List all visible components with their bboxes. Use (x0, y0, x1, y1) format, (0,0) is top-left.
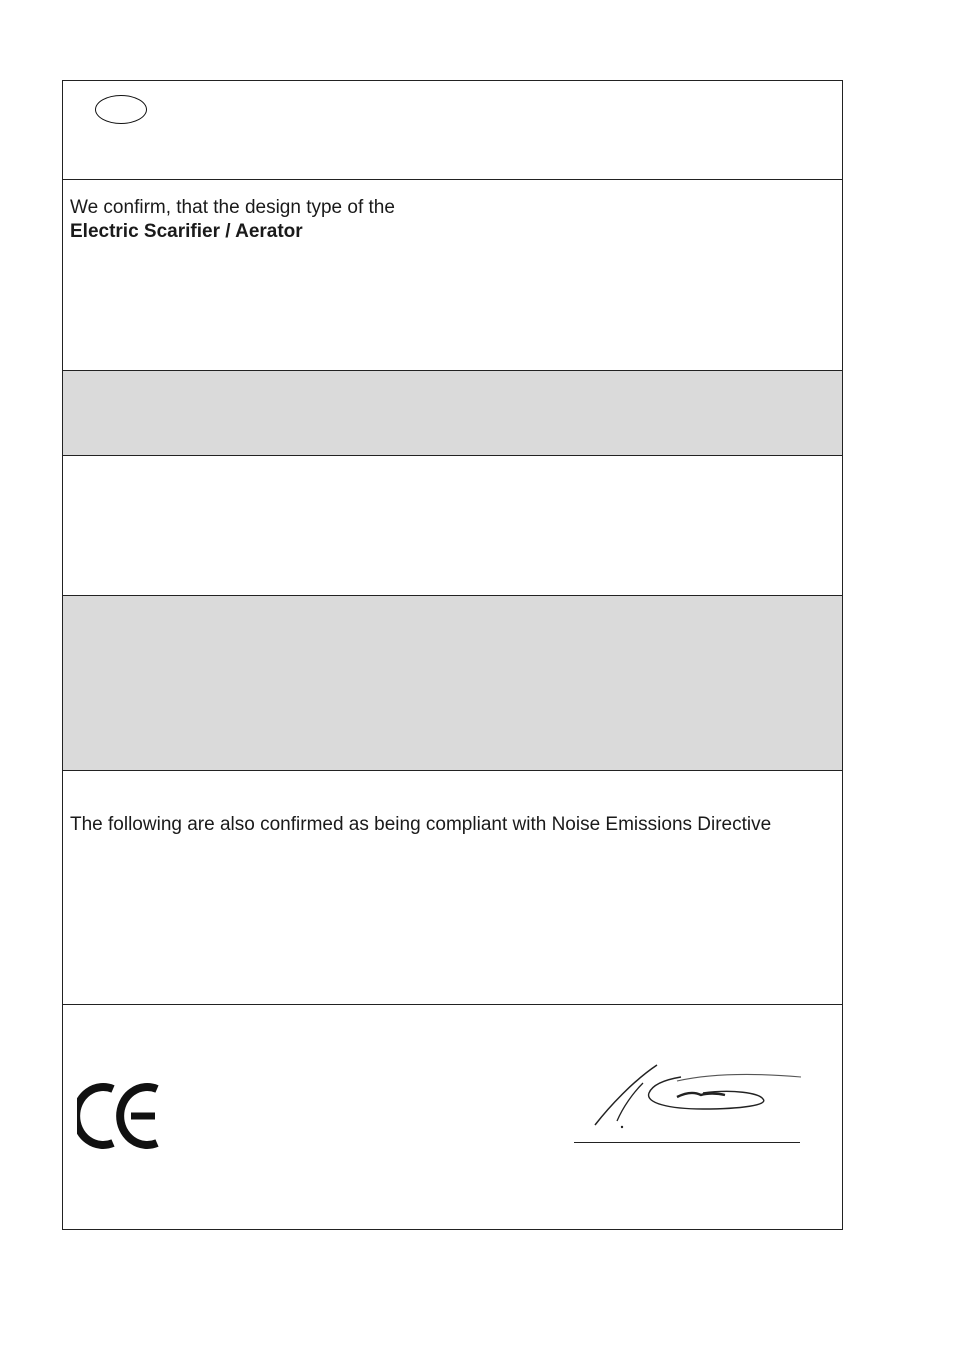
ce-mark-icon (77, 1081, 167, 1153)
header-section (63, 81, 842, 179)
noise-statement: The following are also confirmed as being compliant with Noise Emissions Directive (70, 814, 772, 835)
shaded-section-2 (63, 595, 842, 770)
footer-section (63, 1004, 842, 1229)
signature-line (574, 1142, 800, 1143)
noise-section (63, 770, 842, 1004)
country-badge-icon (95, 95, 147, 124)
confirmation-section (63, 179, 842, 370)
shaded-section-1 (63, 370, 842, 455)
blank-section (63, 455, 842, 595)
signature-icon (583, 1059, 803, 1139)
product-name: Electric Scarifier / Aerator (70, 221, 303, 242)
declaration-form (62, 80, 843, 1230)
confirmation-intro: We confirm, that the design type of the (70, 197, 395, 218)
